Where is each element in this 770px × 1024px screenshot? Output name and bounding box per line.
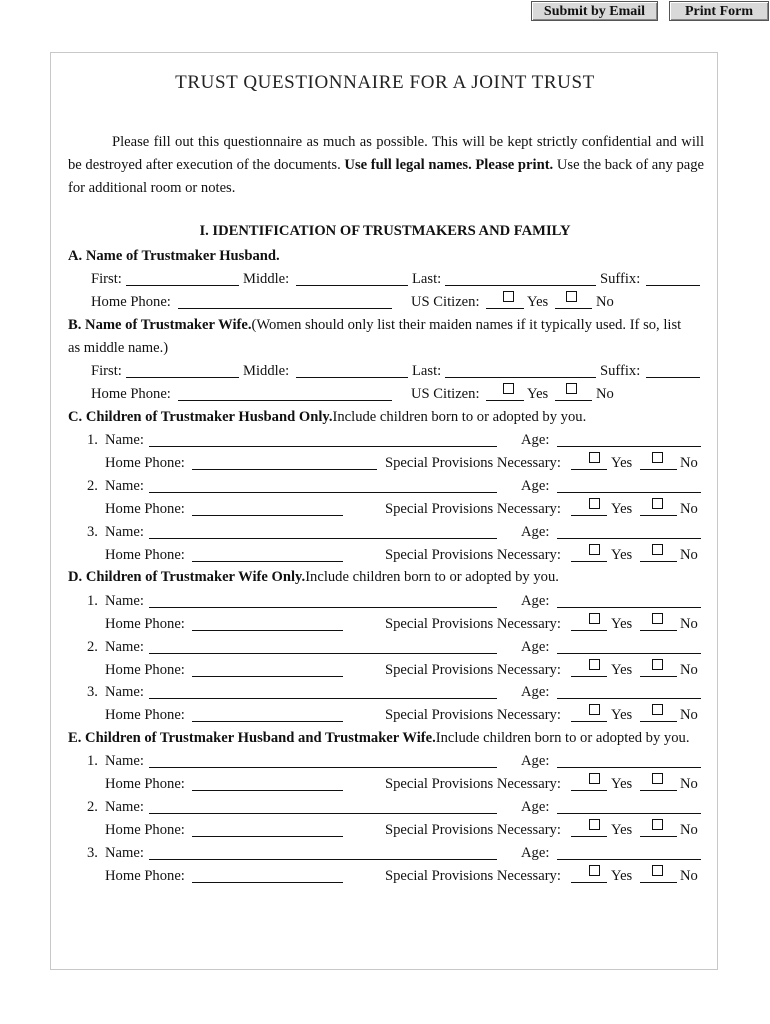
- wife-child-1-special-provisions-label: Special Provisions Necessary:: [385, 616, 561, 632]
- husband-child-2-home-phone-field[interactable]: [192, 515, 343, 516]
- joint-child-2-home-phone-field[interactable]: [192, 836, 343, 837]
- wife-child-2-age-label: Age:: [521, 639, 550, 655]
- husband-child-3-special-no-label: No: [680, 547, 698, 563]
- wife-suffix-label: Suffix:: [600, 363, 641, 379]
- joint-child-1-special-yes-checkbox[interactable]: [589, 773, 600, 784]
- husband-child-3-number: 3.: [87, 524, 98, 540]
- joint-child-1-special-provisions-label: Special Provisions Necessary:: [385, 776, 561, 792]
- husband-child-2-age-label: Age:: [521, 478, 550, 494]
- wife-child-1-name-label: Name:: [105, 593, 144, 609]
- husband-child-1-special-provisions-label: Special Provisions Necessary:: [385, 455, 561, 471]
- husband-child-2-special-yes-line[interactable]: [571, 515, 607, 516]
- joint-child-1-number: 1.: [87, 753, 98, 769]
- wife-child-1-home-phone-field[interactable]: [192, 630, 343, 631]
- wife-child-1-special-no-line[interactable]: [640, 630, 677, 631]
- husband-child-1-special-no-line[interactable]: [640, 469, 677, 470]
- husband-child-1-special-yes-line[interactable]: [571, 469, 607, 470]
- wife-child-1-number: 1.: [87, 593, 98, 609]
- husband-first-label: First:: [91, 271, 122, 287]
- joint-child-2-name-field[interactable]: [149, 813, 497, 814]
- wife-child-2-special-no-line[interactable]: [640, 676, 677, 677]
- husband-last-field[interactable]: [445, 285, 596, 286]
- joint-child-2-special-no-line[interactable]: [640, 836, 677, 837]
- joint-child-2-special-provisions-label: Special Provisions Necessary:: [385, 822, 561, 838]
- joint-child-3-number: 3.: [87, 845, 98, 861]
- joint-child-2-name-label: Name:: [105, 799, 144, 815]
- husband-citizen-yes-line[interactable]: [486, 308, 524, 309]
- husband-citizen-no-checkbox[interactable]: [566, 291, 577, 302]
- wife-child-3-home-phone-field[interactable]: [192, 721, 343, 722]
- intro-paragraph: Please fill out this questionnaire as much as possible. This will be kept strictly confidential and will be destroyed after execution of the documents. Use full legal names. Please print. Use the back of any page for additional room or notes.: [68, 134, 704, 196]
- wife-child-1-name-field[interactable]: [149, 607, 497, 608]
- wife-child-1-special-yes-checkbox[interactable]: [589, 613, 600, 624]
- wife-child-2-special-yes-checkbox[interactable]: [589, 659, 600, 670]
- wife-child-3-age-field[interactable]: [557, 698, 701, 699]
- husband-child-2-special-yes-checkbox[interactable]: [589, 498, 600, 509]
- joint-child-1-home-phone-field[interactable]: [192, 790, 343, 791]
- joint-child-3-special-no-label: No: [680, 868, 698, 884]
- wife-first-label: First:: [91, 363, 122, 379]
- wife-home-phone-label: Home Phone:: [91, 386, 171, 402]
- husband-child-1-home-phone-label: Home Phone:: [105, 455, 185, 471]
- joint-child-2-number: 2.: [87, 799, 98, 815]
- wife-child-2-special-yes-line[interactable]: [571, 676, 607, 677]
- husband-child-2-special-no-label: No: [680, 501, 698, 517]
- section-b-note-line2: as middle name.): [68, 340, 169, 356]
- joint-child-3-special-no-line[interactable]: [640, 882, 677, 883]
- wife-child-3-special-no-checkbox[interactable]: [652, 704, 663, 715]
- wife-child-2-home-phone-field[interactable]: [192, 676, 343, 677]
- joint-child-2-home-phone-label: Home Phone:: [105, 822, 185, 838]
- joint-child-3-home-phone-field[interactable]: [192, 882, 343, 883]
- wife-citizen-no-line[interactable]: [555, 400, 592, 401]
- wife-citizen-yes-checkbox[interactable]: [503, 383, 514, 394]
- wife-home-phone-field[interactable]: [178, 400, 392, 401]
- husband-child-3-age-label: Age:: [521, 524, 550, 540]
- husband-citizen-no-label: No: [596, 294, 614, 310]
- husband-child-2-special-provisions-label: Special Provisions Necessary:: [385, 501, 561, 517]
- wife-child-3-special-no-label: No: [680, 707, 698, 723]
- wife-child-3-special-yes-checkbox[interactable]: [589, 704, 600, 715]
- wife-child-2-special-no-checkbox[interactable]: [652, 659, 663, 670]
- wife-child-2-number: 2.: [87, 639, 98, 655]
- wife-citizen-no-checkbox[interactable]: [566, 383, 577, 394]
- section-b-note: (Women should only list their maiden names if it typically used. If so, list: [251, 317, 682, 333]
- wife-citizen-yes-line[interactable]: [486, 400, 524, 401]
- joint-child-2-special-no-label: No: [680, 822, 698, 838]
- joint-child-3-age-label: Age:: [521, 845, 550, 861]
- husband-child-2-special-no-line[interactable]: [640, 515, 677, 516]
- wife-child-1-age-label: Age:: [521, 593, 550, 609]
- wife-child-3-name-label: Name:: [105, 684, 144, 700]
- husband-child-2-age-field[interactable]: [557, 492, 701, 493]
- husband-child-3-special-yes-line[interactable]: [571, 561, 607, 562]
- husband-child-3-home-phone-field[interactable]: [192, 561, 343, 562]
- joint-child-1-special-yes-line[interactable]: [571, 790, 607, 791]
- submit-by-email-button[interactable]: Submit by Email: [531, 1, 658, 21]
- wife-child-2-special-yes-label: Yes: [611, 662, 633, 678]
- wife-middle-label: Middle:: [243, 363, 290, 379]
- joint-child-3-name-field[interactable]: [149, 859, 497, 860]
- wife-last-field[interactable]: [445, 377, 596, 378]
- joint-child-2-special-yes-line[interactable]: [571, 836, 607, 837]
- husband-child-1-special-yes-label: Yes: [611, 455, 633, 471]
- husband-child-2-special-no-checkbox[interactable]: [652, 498, 663, 509]
- wife-child-2-name-label: Name:: [105, 639, 144, 655]
- husband-child-1-special-yes-checkbox[interactable]: [589, 452, 600, 463]
- joint-child-2-special-yes-checkbox[interactable]: [589, 819, 600, 830]
- section-a-heading: A. Name of Trustmaker Husband.: [68, 248, 280, 264]
- joint-child-3-special-yes-checkbox[interactable]: [589, 865, 600, 876]
- husband-child-3-home-phone-label: Home Phone:: [105, 547, 185, 563]
- wife-child-3-home-phone-label: Home Phone:: [105, 707, 185, 723]
- section-d-heading: D. Children of Trustmaker Wife Only.: [68, 569, 306, 585]
- wife-child-1-special-no-checkbox[interactable]: [652, 613, 663, 624]
- joint-child-1-name-field[interactable]: [149, 767, 497, 768]
- section-b-heading: B. Name of Trustmaker Wife.: [68, 317, 252, 333]
- wife-child-3-age-label: Age:: [521, 684, 550, 700]
- section-e-note: Include children born to or adopted by you.: [435, 730, 690, 746]
- husband-child-1-home-phone-field[interactable]: [192, 469, 377, 470]
- joint-child-3-special-yes-line[interactable]: [571, 882, 607, 883]
- husband-middle-label: Middle:: [243, 271, 290, 287]
- joint-child-1-name-label: Name:: [105, 753, 144, 769]
- husband-child-3-name-label: Name:: [105, 524, 144, 540]
- husband-child-1-age-field[interactable]: [557, 446, 701, 447]
- wife-first-field[interactable]: [126, 377, 239, 378]
- joint-child-1-special-no-label: No: [680, 776, 698, 792]
- husband-child-1-special-no-label: No: [680, 455, 698, 471]
- husband-child-1-age-label: Age:: [521, 432, 550, 448]
- wife-child-1-special-no-label: No: [680, 616, 698, 632]
- wife-child-3-special-yes-line[interactable]: [571, 721, 607, 722]
- wife-child-2-special-no-label: No: [680, 662, 698, 678]
- wife-citizen-no-label: No: [596, 386, 614, 402]
- husband-child-3-special-yes-label: Yes: [611, 547, 633, 563]
- form-title: TRUST QUESTIONNAIRE FOR A JOINT TRUST: [175, 72, 595, 93]
- wife-child-3-special-provisions-label: Special Provisions Necessary:: [385, 707, 561, 723]
- joint-child-1-special-no-checkbox[interactable]: [652, 773, 663, 784]
- wife-citizen-yes-label: Yes: [527, 386, 549, 402]
- section-heading-identification: I. IDENTIFICATION OF TRUSTMAKERS AND FAMILY: [199, 223, 571, 239]
- wife-child-3-special-yes-label: Yes: [611, 707, 633, 723]
- wife-last-label: Last:: [412, 363, 442, 379]
- husband-child-3-special-provisions-label: Special Provisions Necessary:: [385, 547, 561, 563]
- husband-child-1-number: 1.: [87, 432, 98, 448]
- joint-child-3-special-yes-label: Yes: [611, 868, 633, 884]
- joint-child-3-special-no-checkbox[interactable]: [652, 865, 663, 876]
- husband-child-3-special-no-checkbox[interactable]: [652, 544, 663, 555]
- wife-child-2-special-provisions-label: Special Provisions Necessary:: [385, 662, 561, 678]
- husband-citizen-no-line[interactable]: [555, 308, 592, 309]
- wife-child-3-name-field[interactable]: [149, 698, 497, 699]
- husband-suffix-field[interactable]: [646, 285, 700, 286]
- joint-child-1-age-label: Age:: [521, 753, 550, 769]
- section-c-heading: C. Children of Trustmaker Husband Only.: [68, 409, 333, 425]
- joint-child-3-name-label: Name:: [105, 845, 144, 861]
- joint-child-1-home-phone-label: Home Phone:: [105, 776, 185, 792]
- joint-child-2-special-yes-label: Yes: [611, 822, 633, 838]
- wife-child-2-age-field[interactable]: [557, 653, 701, 654]
- husband-child-3-special-no-line[interactable]: [640, 561, 677, 562]
- wife-child-1-home-phone-label: Home Phone:: [105, 616, 185, 632]
- wife-child-2-home-phone-label: Home Phone:: [105, 662, 185, 678]
- husband-child-2-name-field[interactable]: [149, 492, 497, 493]
- husband-us-citizen-label: US Citizen:: [411, 294, 480, 310]
- husband-child-2-number: 2.: [87, 478, 98, 494]
- husband-first-field[interactable]: [126, 285, 239, 286]
- husband-child-2-home-phone-label: Home Phone:: [105, 501, 185, 517]
- joint-child-3-age-field[interactable]: [557, 859, 701, 860]
- joint-child-2-special-no-checkbox[interactable]: [652, 819, 663, 830]
- joint-child-1-special-no-line[interactable]: [640, 790, 677, 791]
- print-form-button[interactable]: Print Form: [669, 1, 769, 21]
- wife-child-2-name-field[interactable]: [149, 653, 497, 654]
- husband-child-3-age-field[interactable]: [557, 538, 701, 539]
- joint-child-3-special-provisions-label: Special Provisions Necessary:: [385, 868, 561, 884]
- husband-child-2-special-yes-label: Yes: [611, 501, 633, 517]
- joint-child-3-home-phone-label: Home Phone:: [105, 868, 185, 884]
- joint-child-1-special-yes-label: Yes: [611, 776, 633, 792]
- husband-suffix-label: Suffix:: [600, 271, 641, 287]
- joint-child-2-age-label: Age:: [521, 799, 550, 815]
- husband-middle-field[interactable]: [296, 285, 408, 286]
- section-e-heading: E. Children of Trustmaker Husband and Trustmaker Wife.: [68, 730, 436, 746]
- husband-last-label: Last:: [412, 271, 442, 287]
- husband-citizen-yes-label: Yes: [527, 294, 549, 310]
- joint-child-2-age-field[interactable]: [557, 813, 701, 814]
- husband-citizen-yes-checkbox[interactable]: [503, 291, 514, 302]
- husband-child-3-special-yes-checkbox[interactable]: [589, 544, 600, 555]
- wife-child-1-special-yes-label: Yes: [611, 616, 633, 632]
- wife-child-3-number: 3.: [87, 684, 98, 700]
- wife-us-citizen-label: US Citizen:: [411, 386, 480, 402]
- husband-child-1-name-field[interactable]: [149, 446, 497, 447]
- wife-middle-field[interactable]: [296, 377, 408, 378]
- husband-child-1-name-label: Name:: [105, 432, 144, 448]
- husband-child-1-special-no-checkbox[interactable]: [652, 452, 663, 463]
- husband-home-phone-label: Home Phone:: [91, 294, 171, 310]
- wife-child-1-age-field[interactable]: [557, 607, 701, 608]
- husband-child-3-name-field[interactable]: [149, 538, 497, 539]
- husband-child-2-name-label: Name:: [105, 478, 144, 494]
- joint-child-1-age-field[interactable]: [557, 767, 701, 768]
- husband-home-phone-field[interactable]: [178, 308, 392, 309]
- wife-child-1-special-yes-line[interactable]: [571, 630, 607, 631]
- wife-child-3-special-no-line[interactable]: [640, 721, 677, 722]
- section-d-note: Include children born to or adopted by you.: [305, 569, 559, 585]
- section-c-note: Include children born to or adopted by you.: [332, 409, 587, 425]
- wife-suffix-field[interactable]: [646, 377, 700, 378]
